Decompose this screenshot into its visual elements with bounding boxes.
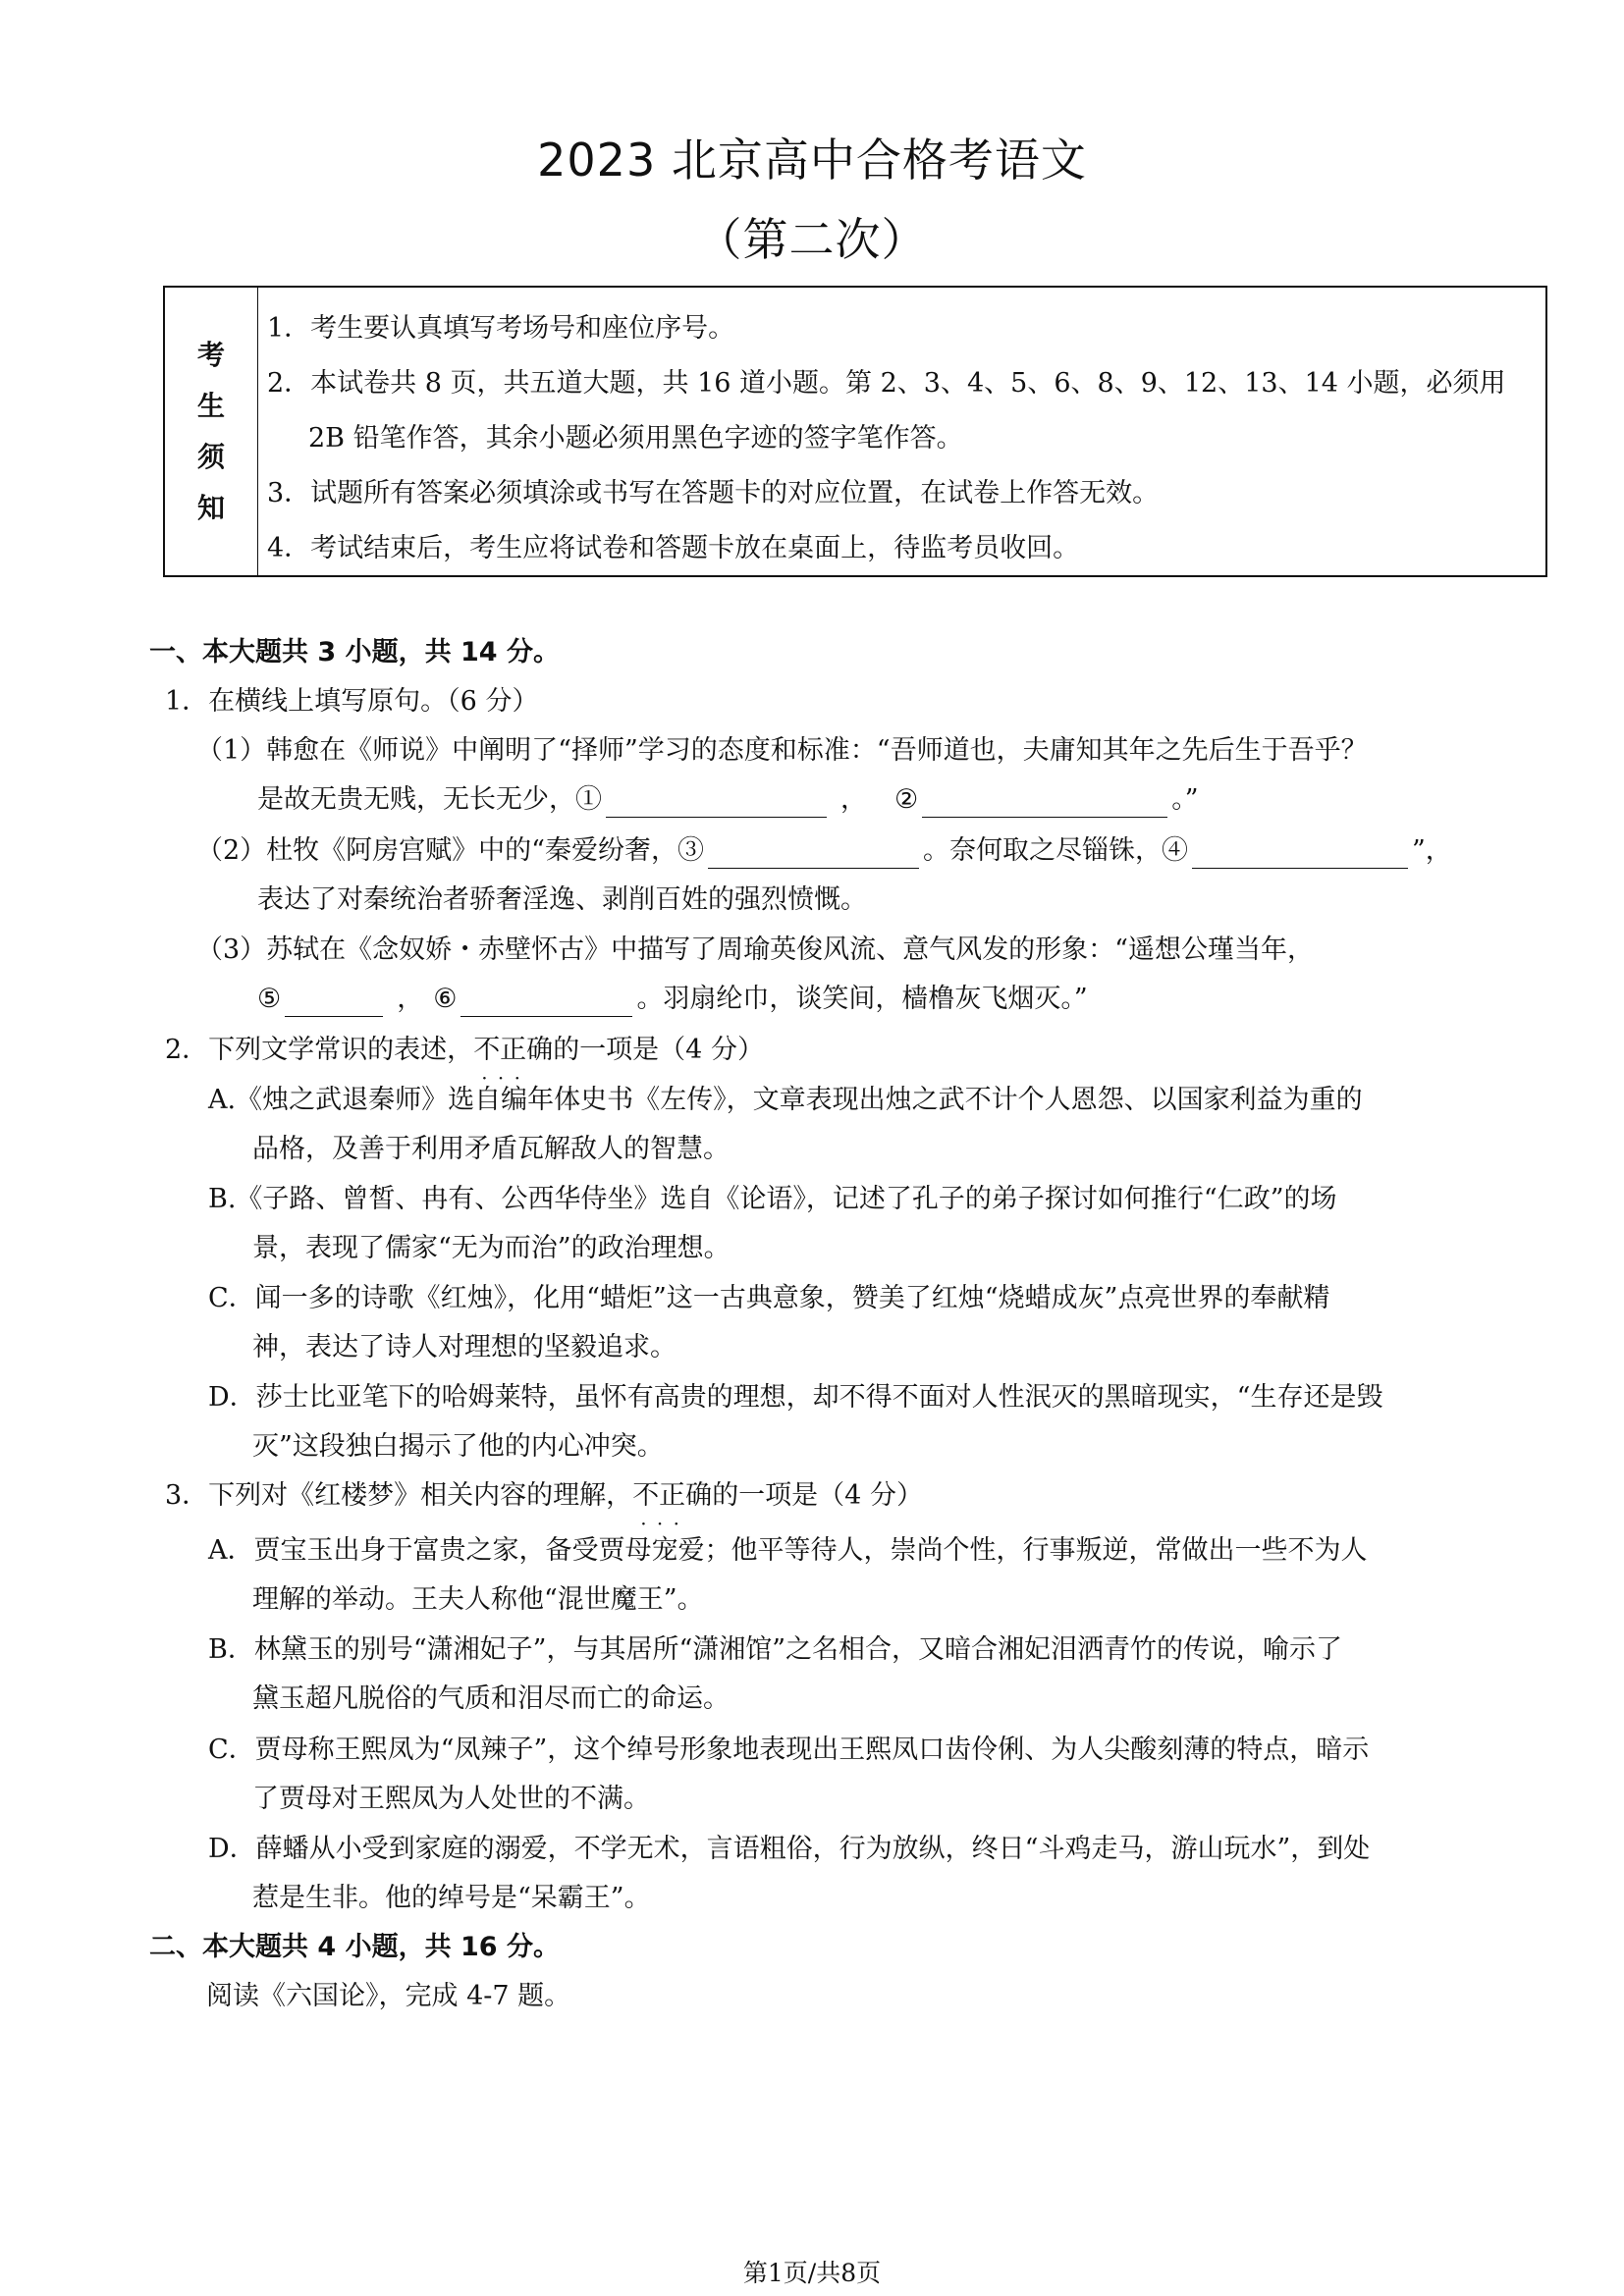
q1-text: ⑤: [257, 984, 282, 1014]
q2-stem-text: 的一项是（4 分）: [553, 1035, 764, 1065]
answer-blank-5[interactable]: [285, 987, 383, 1017]
section1-heading: 一、本大题共 3 小题，共 14 分。: [149, 637, 560, 667]
q2-option-a-line2: 品格，及善于利用矛盾瓦解敌人的智慧。: [252, 1134, 730, 1164]
q3-stem-text: 的一项是（4 分）: [712, 1480, 923, 1511]
q3-option-b-line2: 黛玉超凡脱俗的气质和泪尽而亡的命运。: [252, 1683, 730, 1714]
q1-text: ②: [894, 784, 919, 815]
q1-text: （2）杜牧《阿房宫赋》中的“秦爱纷奢，③: [196, 835, 704, 866]
notice-label-char: 知: [196, 491, 225, 524]
answer-blank-6[interactable]: [460, 987, 632, 1017]
q1-text: ，: [397, 984, 424, 1014]
q2-emphasis: 不正确 · · ·: [473, 1033, 553, 1068]
q1-part1-line2: [257, 782, 1199, 818]
notice-label-char: 考: [196, 338, 225, 371]
q3-option-c-line2: 了贾母对王熙凤为人处世的不满。: [252, 1784, 650, 1814]
answer-blank-1[interactable]: [606, 787, 827, 818]
q2-option-a-line1: A.《烛之武退秦师》选自编年体史书《左传》，文章表现出烛之武不计个人恩怨、以国家利益为重的: [208, 1085, 1363, 1115]
exam-title: 2023 北京高中合格考语文: [537, 133, 1087, 187]
exam-subtitle: （第二次）: [696, 213, 928, 266]
notice-label-char: 生: [196, 389, 225, 422]
q1-text: 。奈何取之尽锱铢，④: [922, 835, 1188, 866]
notice-item: 2．本试卷共 8 页，共五道大题，共 16 道小题。第 2、3、4、5、6、8、9、12、13、14 小题，必须用 2B 铅笔作答，其余小题必须用黑色字迹的签字笔作答。: [267, 368, 1506, 454]
candidate-notice-box: [163, 286, 1547, 577]
q3-option-a-line1: A．贾宝玉出身于富贵之家，备受贾母宠爱；他平等待人，崇尚个性，行事叛逆，常做出一些不为人: [208, 1535, 1368, 1566]
page-footer: 第1页/共8页: [742, 2259, 882, 2287]
q2-option-d-line2: 灭”这段独白揭示了他的内心冲突。: [252, 1431, 664, 1462]
notice-item: 3．试题所有答案必须填涂或书写在答题卡的对应位置，在试卷上作答无效。: [267, 478, 1160, 508]
q3-emphasis: 不正确 · · ·: [632, 1478, 712, 1514]
q2-option-b-line2: 景，表现了儒家“无为而治”的政治理想。: [252, 1233, 731, 1263]
notice-items: [267, 301, 1534, 576]
notice-label-char: 须: [196, 440, 225, 473]
q1-stem: 1．在横线上填写原句。（6 分）: [165, 686, 539, 717]
q2-option-c-line2: 神，表达了诗人对理想的坚毅追求。: [252, 1332, 677, 1362]
q1-part2-line2: 表达了对秦统治者骄奢淫逸、剥削百姓的强烈愤慨。: [257, 884, 867, 915]
q2-stem-text: 2．下列文学常识的表述，: [165, 1035, 474, 1065]
section2-intro: 阅读《六国论》，完成 4-7 题。: [206, 1981, 571, 2011]
q1-part3-line1: （3）苏轼在《念奴娇・赤壁怀古》中描写了周瑜英俊风流、意气风发的形象：“遥想公瑾当年，: [196, 934, 1314, 965]
q2-option-d-line1: D．莎士比亚笔下的哈姆莱特，虽怀有高贵的理想，却不得不面对人性泯灭的黑暗现实，“生存还是毁: [208, 1382, 1383, 1413]
q3-stem: [165, 1478, 923, 1514]
answer-blank-3[interactable]: [708, 838, 919, 869]
q3-option-d-line2: 惹是生非。他的绰号是“呆霸王”。: [252, 1883, 651, 1913]
q1-text: 。”: [1171, 784, 1199, 815]
q1-text: ，: [840, 784, 867, 815]
notice-item: 1．考生要认真填写考场号和座位序号。: [267, 313, 735, 344]
q1-text: ⑥: [433, 984, 458, 1014]
q2-option-c-line1: C．闻一多的诗歌《红烛》，化用“蜡炬”这一古典意象，赞美了红烛“烧蜡成灰”点亮世界的奉献精: [208, 1283, 1330, 1313]
notice-label: [165, 288, 258, 575]
q1-part1-line1: （1）韩愈在《师说》中阐明了“择师”学习的态度和标准：“吾师道也，夫庸知其年之先后生于吾乎？: [196, 735, 1368, 766]
answer-blank-4[interactable]: [1192, 838, 1408, 869]
section2-heading: 二、本大题共 4 小题，共 16 分。: [149, 1932, 560, 1962]
q3-option-a-line2: 理解的举动。王夫人称他“混世魔王”。: [252, 1584, 704, 1615]
notice-item: 4．考试结束后，考生应将试卷和答题卡放在桌面上，待监考员收回。: [267, 533, 1080, 563]
q3-stem-text: 3．下列对《红楼梦》相关内容的理解，: [165, 1480, 633, 1511]
q3-option-d-line1: D．薛蟠从小受到家庭的溺爱，不学无术，言语粗俗，行为放纵，终日“斗鸡走马，游山玩水”，到处: [208, 1834, 1371, 1864]
q3-option-c-line1: C．贾母称王熙凤为“凤辣子”，这个绰号形象地表现出王熙凤口齿伶俐、为人尖酸刻薄的特点，暗示: [208, 1735, 1370, 1765]
q1-text: 是故无贵无贱，无长无少，①: [257, 784, 602, 815]
q2-option-b-line1: B.《子路、曾皙、冉有、公西华侍坐》选自《论语》，记述了孔子的弟子探讨如何推行“仁政”的场: [208, 1184, 1337, 1214]
q1-text: 。羽扇纶巾，谈笑间，樯橹灰飞烟灭。”: [636, 984, 1088, 1014]
q1-part3-line2: [257, 982, 1088, 1017]
answer-blank-2[interactable]: [922, 787, 1167, 818]
q2-stem: [165, 1033, 764, 1068]
q1-text: ”，: [1411, 835, 1452, 866]
q3-option-b-line1: B．林黛玉的别号“潇湘妃子”，与其居所“潇湘馆”之名相合，又暗合湘妃泪洒青竹的传说，喻示了: [208, 1634, 1343, 1665]
q1-part2-line1: [196, 833, 1452, 869]
